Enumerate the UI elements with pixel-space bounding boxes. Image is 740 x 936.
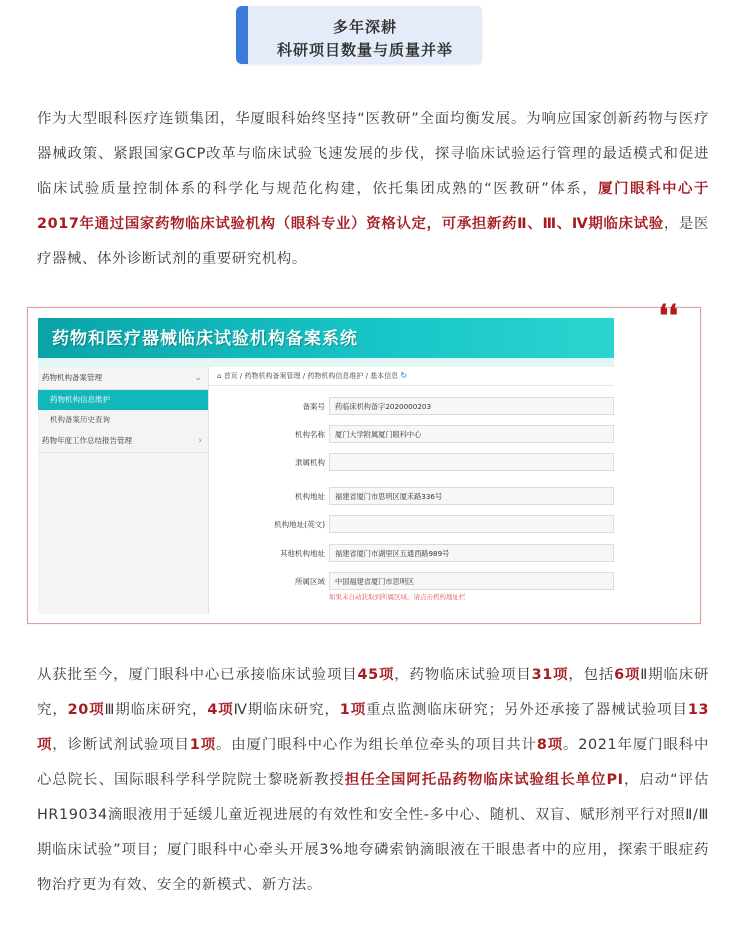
registration-system-app <box>38 318 614 614</box>
text-segment: 从获批至今，厦门眼科中心已承接临床试验项目 <box>37 667 358 683</box>
breadcrumb-separator: / <box>239 372 243 380</box>
home-icon: ⌂ <box>217 372 222 380</box>
section-title-line2: 科研项目数量与质量并举 <box>276 41 453 59</box>
highlight-pi: 担任全国阿托品药物临床试验组长单位PI <box>344 772 624 788</box>
app-header <box>38 318 614 358</box>
intro-paragraph <box>37 102 709 277</box>
highlight-count: 4项 <box>207 702 234 718</box>
parent-institution-field[interactable] <box>329 453 614 471</box>
refresh-icon[interactable]: ↻ <box>400 371 408 380</box>
address-field[interactable]: 福建省厦门市思明区厦禾路336号 <box>329 487 614 505</box>
record-number-field[interactable]: 药临床机构备字2020000203 <box>329 397 614 415</box>
region-hint: 如果未自动获取到所属区域，请点击机构地址栏 <box>329 593 466 601</box>
sidebar-group-annual-report[interactable] <box>38 430 208 453</box>
other-address-label: 其他机构地址 <box>280 549 325 558</box>
form-row-address <box>209 487 614 507</box>
breadcrumb-home[interactable]: 首页 <box>223 372 238 380</box>
text-segment: ，诊断试剂试验项目 <box>52 737 190 753</box>
address-en-label: 机构地址(英文) <box>274 520 325 529</box>
section-title-card <box>236 6 482 64</box>
region-label: 所属区域 <box>295 577 325 586</box>
quote-icon: ❛❛ <box>658 299 678 334</box>
text-segment: ，包括 <box>568 667 615 683</box>
highlight-count: 8项 <box>536 737 564 753</box>
address-label: 机构地址 <box>295 492 325 501</box>
text-segment: ，启动“评估HR19034滴眼液用于延缓儿童近视进展的有效性和安全性-多中心、随机、双盲、赋形剂平行对照Ⅱ/Ⅲ期临床试验”项目；厦门眼科中心牵头开展3%地夸磷索钠滴眼液在干眼患者中的应用，探索干眼症药物治疗更为有效、安全的新模式、新方法。 <box>37 772 709 893</box>
text-segment: 。由厦门眼科中心作为组长单位牵头的项目共计 <box>215 737 537 753</box>
institution-name-label: 机构名称 <box>295 430 325 439</box>
highlight-count: 31项 <box>531 667 569 683</box>
region-field[interactable]: 中国福建省厦门市思明区 <box>329 572 614 590</box>
breadcrumb-item-1[interactable]: 药物机构备案管理 <box>244 372 301 380</box>
text-segment: Ⅱ期临床研究， <box>37 667 710 718</box>
app-title: 药物和医疗器械临床试验机构备案系统 <box>52 329 358 349</box>
other-address-field[interactable]: 福建省厦门市湖里区五通西路989号 <box>329 544 614 562</box>
embedded-screenshot <box>27 299 701 624</box>
main-panel <box>209 367 614 614</box>
breadcrumb-separator: / <box>302 372 306 380</box>
sidebar-group-registration[interactable] <box>38 367 208 390</box>
chevron-down-icon: ⌄ <box>194 373 202 383</box>
text-segment: 重点监测临床研究；另外还承接了器械试验项目 <box>366 702 688 718</box>
highlight-count: 1项 <box>339 702 367 718</box>
text-segment: 。2021年厦门眼科中心总院长、国际眼科学科学院院士黎晓新教授 <box>37 737 709 788</box>
record-number-label: 备案号 <box>302 402 325 411</box>
title-accent-bar <box>236 6 248 64</box>
form-row-institution-name <box>209 425 614 445</box>
achievements-paragraph <box>37 658 709 903</box>
institution-name-field[interactable]: 厦门大学附属厦门眼科中心 <box>329 425 614 443</box>
sidebar-group-label: 药物年度工作总结报告管理 <box>42 436 132 445</box>
text-segment: Ⅲ期临床研究， <box>104 702 208 718</box>
form-row-record-number <box>209 397 614 417</box>
form-row-parent-institution <box>209 453 614 473</box>
breadcrumb-separator: / <box>365 372 368 380</box>
chevron-right-icon: › <box>198 436 202 446</box>
intro-text-1: 作为大型眼科医疗连锁集团，华厦眼科始终坚持“医教研”全面均衡发展。为响应国家创新药物与医疗器械政策、紧跟国家GCP改革与临床试验飞速发展的步伐，探寻临床试验运行管理的最适模式和促进临床试验质量控制体系的科学化与规范化构建，依托集团成熟的“医教研”体系， <box>37 111 709 197</box>
highlight-count: 45项 <box>357 667 395 683</box>
highlight-count: 6项 <box>614 667 641 683</box>
sidebar-item-info-maintenance[interactable]: 药物机构信息维护 <box>38 390 208 410</box>
app-subheader <box>38 358 614 367</box>
parent-institution-label: 隶属机构 <box>295 458 325 467</box>
sidebar-item-history-query[interactable]: 机构备案历史查询 <box>50 415 110 424</box>
intro-highlight: 厦门眼科中心于2017年通过国家药物临床试验机构（眼科专业）资格认定，可承担新药Ⅱ、Ⅲ、Ⅳ期临床试验 <box>37 181 710 232</box>
highlight-count: 13项 <box>37 702 710 753</box>
section-title-line1: 多年深耕 <box>332 18 397 36</box>
text-segment: Ⅳ期临床研究， <box>233 702 340 718</box>
intro-text-2: ，是医疗器械、体外诊断试剂的重要研究机构。 <box>37 216 709 267</box>
sidebar <box>38 367 209 614</box>
breadcrumb <box>209 367 614 386</box>
sidebar-group-label: 药物机构备案管理 <box>42 373 102 382</box>
text-segment: ，药物临床试验项目 <box>394 667 532 683</box>
highlight-count: 1项 <box>189 737 216 753</box>
breadcrumb-item-2[interactable]: 药物机构信息维护 <box>307 372 364 380</box>
highlight-count: 20项 <box>67 702 105 718</box>
form-row-address-en <box>209 515 614 535</box>
breadcrumb-item-3: 基本信息 <box>370 372 399 380</box>
form-row-other-address <box>209 544 614 564</box>
form-row-region <box>209 572 614 592</box>
address-en-field[interactable] <box>329 515 614 533</box>
